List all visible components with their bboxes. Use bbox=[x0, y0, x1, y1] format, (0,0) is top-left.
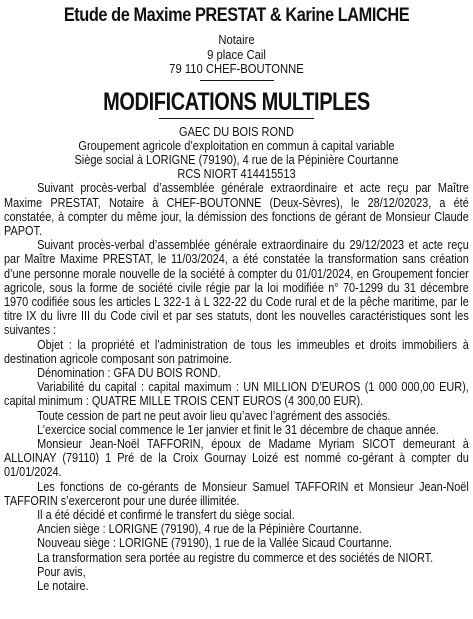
company-name: GAEC DU BOIS ROND bbox=[179, 124, 294, 139]
company-rcs: RCS NIORT 414415513 bbox=[177, 167, 296, 182]
paragraph: Le notaire. bbox=[37, 579, 89, 593]
paragraph: Suivant procès-verbal d’assemblée générale extraordinaire et acte reçu par Maître Maxime PRESTAT, Notaire à CHEF-BOUTONNE (Deux-Sèvres), le 28/12/02023, a été constatée, à compter du même jour, la démission des fonctions de gérant de Monsieur Claude PAPOT. bbox=[4, 181, 469, 238]
paragraph: Pour avis, bbox=[37, 564, 86, 579]
paragraph: Toute cession de part ne peut avoir lieu qu’avec l’agrément des associés. bbox=[37, 408, 391, 423]
notary-office-title: Etude de Maxime PRESTAT & Karine LAMICHE bbox=[63, 5, 410, 26]
paragraph: Nouveau siège : LORIGNE (79190), 1 rue de la Vallée Sicaud Courtanne. bbox=[37, 536, 392, 551]
office-line-role: Notaire bbox=[218, 33, 255, 47]
paragraph: La transformation sera portée au registre du commerce et des sociétés de NIORT. bbox=[37, 550, 434, 565]
notice-body bbox=[4, 181, 469, 593]
notary-office-address bbox=[27, 33, 446, 77]
paragraph: Les fonctions de co-gérants de Monsieur Samuel TAFFORIN et Monsieur Jean-Noël TAFFORIN s’exerceront pour une durée illimitée. bbox=[4, 479, 469, 508]
header-divider bbox=[200, 80, 274, 81]
office-line-street: 9 place Cail bbox=[207, 47, 266, 62]
paragraph: L’exercice social commence le 1er janvier et finit le 31 décembre de chaque année. bbox=[37, 422, 439, 437]
paragraph: Ancien siège : LORIGNE (79190), 4 rue de la Pépinière Courtanne. bbox=[37, 522, 362, 537]
company-seat: Siège social à LORIGNE (79190), 4 rue de la Pépinière Courtanne bbox=[74, 152, 399, 167]
paragraph: Il a été décidé et confirmé le transfert du siège social. bbox=[37, 507, 295, 522]
company-form: Groupement agricole d’exploitation en commun à capital variable bbox=[78, 138, 395, 153]
paragraph: Monsieur Jean-Noël TAFFORIN, époux de Madame Myriam SICOT demeurant à ALLOINAY (79110) 1 Pré de la Croix Gournay Loizé est nommé co-gérant à compter du 01/01/2024. bbox=[4, 436, 469, 480]
paragraph: Objet : la propriété et l’administration de tous les immeubles et droits immobiliers à destination agricole composant son patrimoine. bbox=[4, 337, 469, 366]
notice-title: MODIFICATIONS MULTIPLES bbox=[103, 87, 370, 116]
office-line-city: 79 110 CHEF-BOUTONNE bbox=[169, 62, 304, 76]
paragraph: Dénomination : GFA DU BOIS ROND. bbox=[37, 365, 221, 380]
company-details bbox=[32, 125, 441, 182]
paragraph: Suivant procès-verbal d’assemblée générale extraordinaire du 29/12/2023 et acte reçu par Maître Maxime PRESTAT, le 11/03/2024, a été constatée la transformation sans création d’une personne morale nouvelle de la société à compter du 01/01/2024, en Groupement foncier agricole, sous la forme de société civile régie par la loi modifiée n° 70-1299 du 31 décembre 1970 codifiée sous les articles L 322-1 à L 322-22 du Code rural et de la pêche maritime, par le titre IX du livre III du Code civil et par ses statuts, dont les nouvelles caractéristiques sont les suivantes : bbox=[4, 238, 469, 338]
title-divider bbox=[159, 118, 314, 119]
paragraph: Variabilité du capital : capital maximum : UN MILLION D’EUROS (1 000 000,00 EUR), capital minimum : QUATRE MILLE TROIS CENT EUROS (4 300,00 EUR). bbox=[4, 380, 469, 409]
